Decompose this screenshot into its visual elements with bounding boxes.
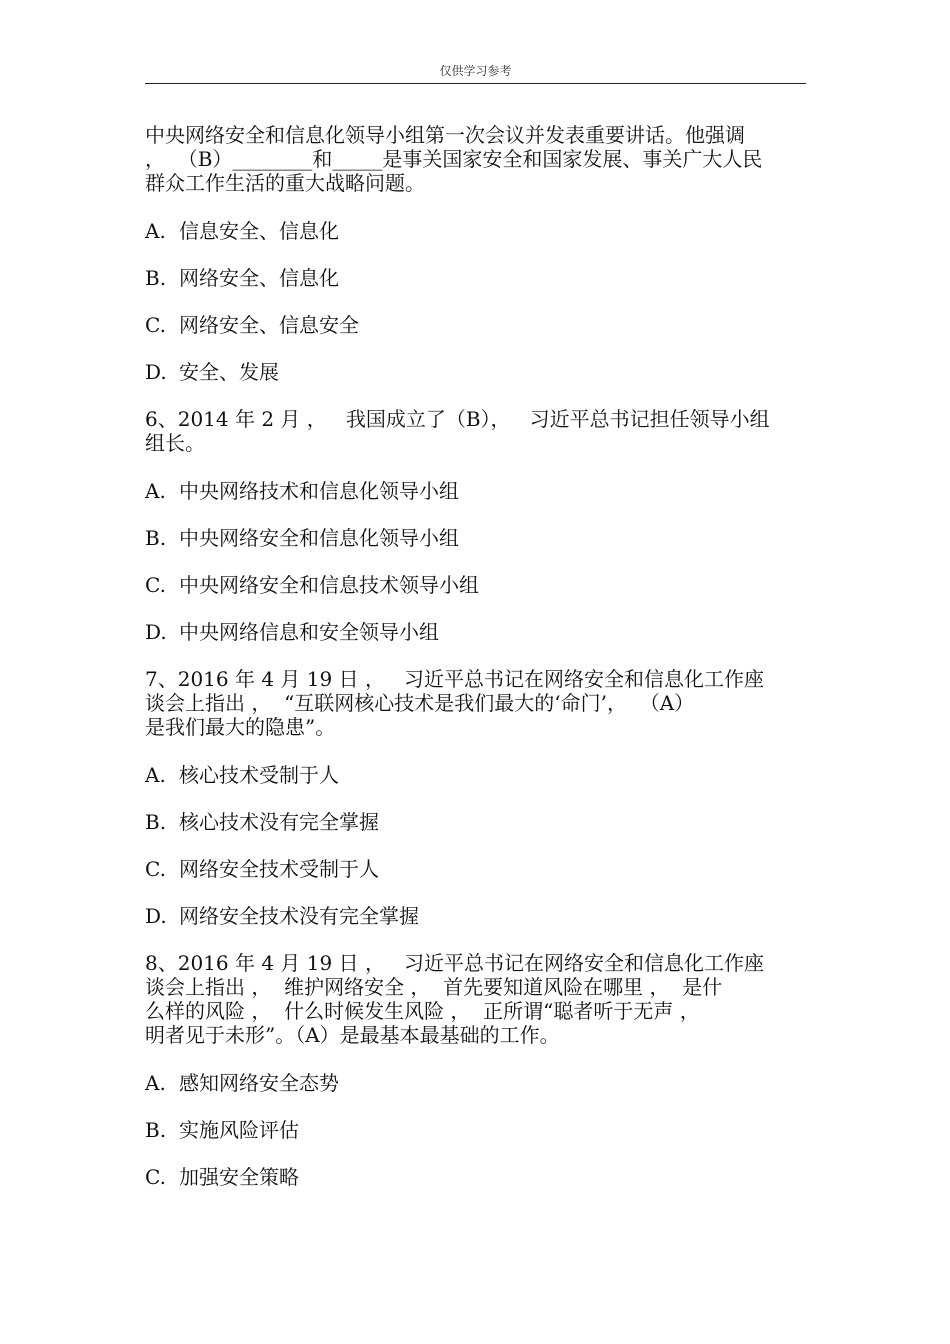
option-letter: A. xyxy=(145,1071,166,1095)
document-body xyxy=(145,123,815,1212)
paragraph-line: 明者见于未形”。（A）是最基本最基础的工作。 xyxy=(145,1023,560,1047)
option-text: 核心技术受制于人 xyxy=(179,763,339,787)
option-text: 加强安全策略 xyxy=(179,1165,299,1189)
answer-option xyxy=(145,573,815,597)
paragraph-line: 么样的风险 ， 什么时候发生风险 ， 正所谓“聪者听于无声 ， xyxy=(145,999,700,1023)
answer-option xyxy=(145,266,815,290)
paragraph-line: 群众工作生活的重大战略问题。 xyxy=(145,171,425,195)
option-letter: B. xyxy=(145,810,167,834)
option-letter: B. xyxy=(145,526,167,550)
answer-option xyxy=(145,904,815,928)
option-text: 网络安全技术受制于人 xyxy=(179,857,379,881)
option-text: 实施风险评估 xyxy=(179,1118,299,1142)
paragraph-line: 谈会上指出 ， 维护网络安全 ， 首先要知道风险在哪里 ， 是什 xyxy=(145,975,723,999)
paragraph-line: 是我们最大的隐患”。 xyxy=(145,715,336,739)
option-letter: C. xyxy=(145,573,166,597)
option-text: 网络安全技术没有完全掌握 xyxy=(179,904,419,928)
option-text: 信息安全、信息化 xyxy=(179,219,339,243)
answer-option xyxy=(145,526,815,550)
question-paragraph xyxy=(145,123,815,195)
answer-option xyxy=(145,1071,815,1095)
paragraph-line: ， （B）________和_____是事关国家安全和国家发展、事关广大人民 xyxy=(145,147,763,171)
option-letter: A. xyxy=(145,763,166,787)
paragraph-line: 7、2016 年 4 月 19 日 ， 习近平总书记在网络安全和信息化工作座 xyxy=(145,667,765,691)
question-paragraph xyxy=(145,407,815,455)
option-text: 核心技术没有完全掌握 xyxy=(179,810,379,834)
answer-option xyxy=(145,810,815,834)
option-text: 中央网络技术和信息化领导小组 xyxy=(179,479,459,503)
option-text: 中央网络信息和安全领导小组 xyxy=(179,620,439,644)
option-letter: C. xyxy=(145,857,166,881)
question-paragraph xyxy=(145,667,815,739)
paragraph-line: 中央网络安全和信息化领导小组第一次会议并发表重要讲话。他强调 xyxy=(145,123,745,147)
option-letter: D. xyxy=(145,620,167,644)
option-text: 感知网络安全态势 xyxy=(179,1071,339,1095)
option-text: 中央网络安全和信息化领导小组 xyxy=(179,526,459,550)
answer-option xyxy=(145,857,815,881)
question-paragraph xyxy=(145,951,815,1047)
option-text: 安全、发展 xyxy=(179,360,279,384)
option-letter: C. xyxy=(145,313,166,337)
answer-option xyxy=(145,219,815,243)
paragraph-line: 8、2016 年 4 月 19 日 ， 习近平总书记在网络安全和信息化工作座 xyxy=(145,951,765,975)
paragraph-line: 组长。 xyxy=(145,431,205,455)
option-letter: A. xyxy=(145,479,166,503)
answer-option xyxy=(145,1165,815,1189)
paragraph-line: 6、2014 年 2 月 ， 我国成立了（B）， 习近平总书记担任领导小组 xyxy=(145,407,770,431)
option-letter: C. xyxy=(145,1165,166,1189)
option-letter: D. xyxy=(145,904,167,928)
page-header: 仅供学习参考 xyxy=(439,64,512,78)
header-divider xyxy=(145,83,806,84)
option-letter: B. xyxy=(145,1118,167,1142)
option-letter: D. xyxy=(145,360,167,384)
answer-option xyxy=(145,763,815,787)
answer-option xyxy=(145,360,815,384)
answer-option xyxy=(145,1118,815,1142)
option-text: 网络安全、信息安全 xyxy=(179,313,359,337)
option-letter: A. xyxy=(145,219,166,243)
option-letter: B. xyxy=(145,266,167,290)
option-text: 网络安全、信息化 xyxy=(179,266,339,290)
answer-option xyxy=(145,479,815,503)
option-text: 中央网络安全和信息技术领导小组 xyxy=(179,573,479,597)
paragraph-line: 谈会上指出 ， “互联网核心技术是我们最大的‘命门’， （A） xyxy=(145,691,695,715)
answer-option xyxy=(145,313,815,337)
answer-option xyxy=(145,620,815,644)
